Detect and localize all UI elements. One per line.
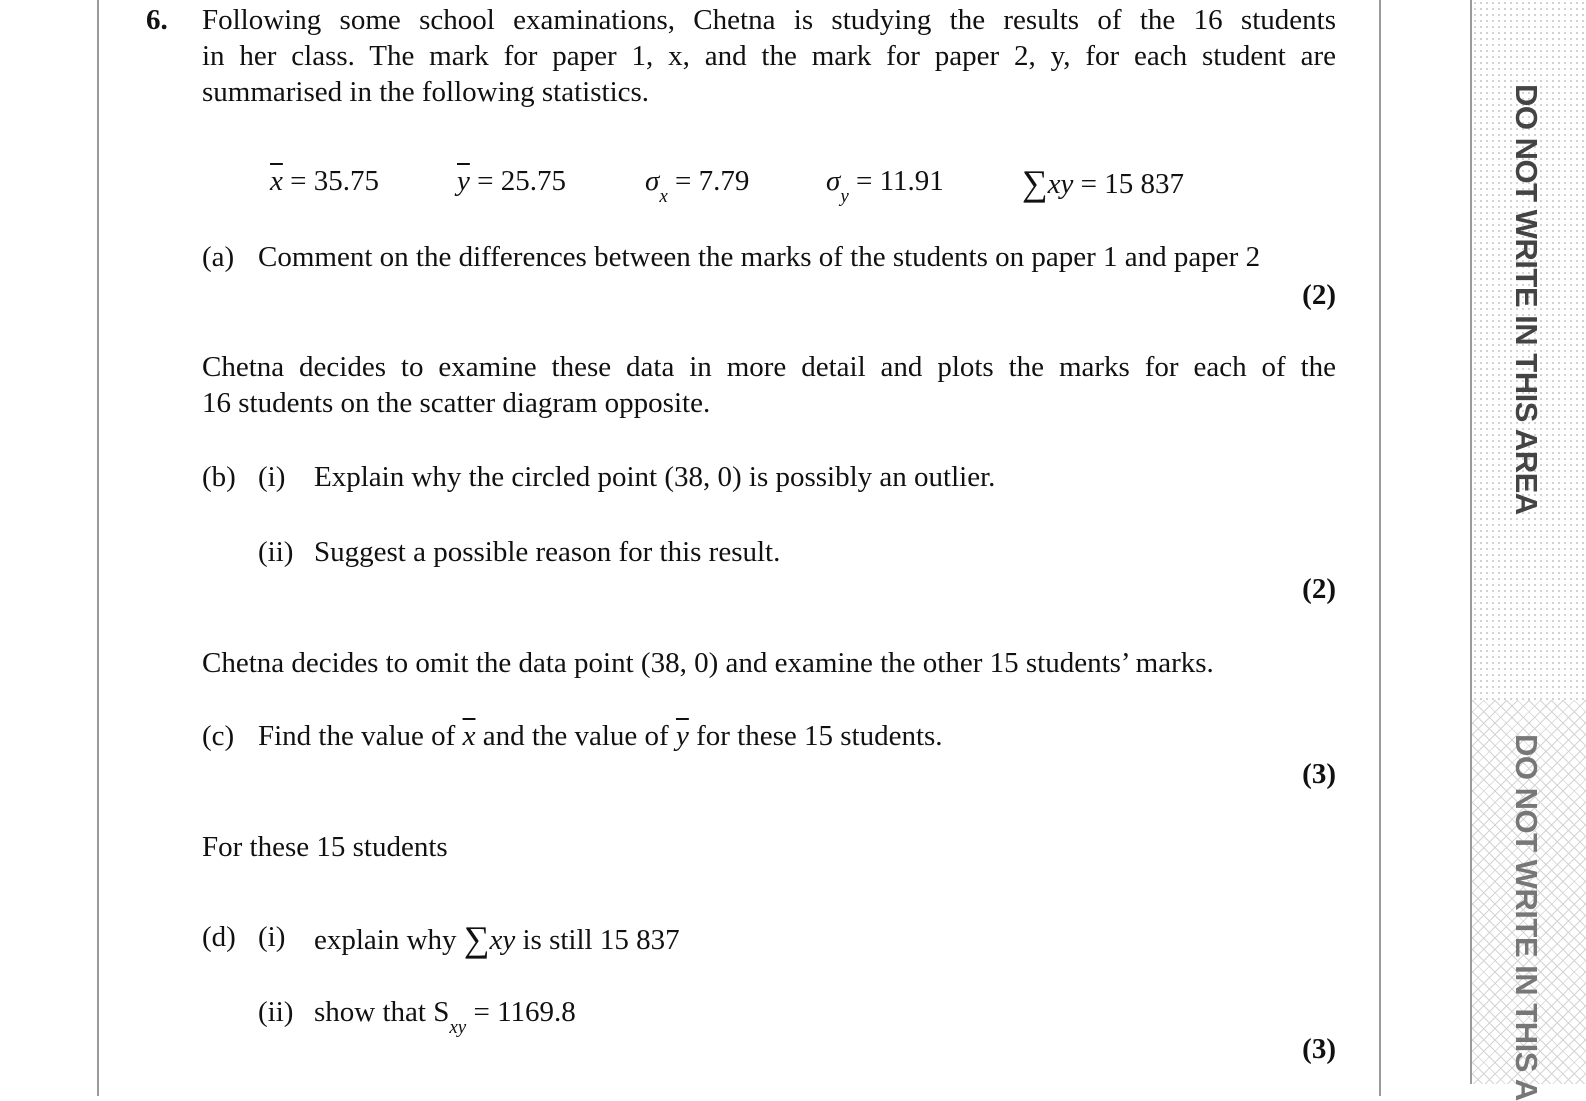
part-d-i-label: (i): [258, 921, 286, 953]
part-c-label: (c): [202, 720, 235, 752]
part-d-i-text: explain why ∑xy is still 15 837: [314, 919, 680, 959]
intro-line-1: Following some school examinations, Chetna is studying the results of the 16 students: [202, 4, 1336, 36]
stat-x-bar: $\overline{x} = 35.75$: [270, 165, 379, 197]
part-a-text: Comment on the differences between the marks of the students on paper 1 and paper 2: [258, 241, 1261, 273]
part-d-ii-label: (ii): [258, 996, 294, 1028]
part-c-text: Find the value of $\overline{x}$ and the value of $\overline{y}$ for these 15 students.: [258, 720, 943, 752]
question-intro: [202, 2, 1336, 110]
scatter-intro-line-1: Chetna decides to examine these data in more detail and plots the marks for each of the: [202, 351, 1336, 383]
margin-warning-bottom: DO NOT WRITE IN THIS A: [1509, 734, 1544, 1101]
part-b-label: (b): [202, 461, 236, 493]
stat-sigma-y: $\sigma_y = 11.91$: [826, 165, 944, 207]
part-d-label: (d): [202, 921, 236, 953]
part-d-ii-text: show that $S_{xy} = 1169.8$: [314, 996, 576, 1038]
margin-warning-top: DO NOT WRITE IN THIS AREA: [1509, 84, 1544, 515]
part-b-ii-text: Suggest a possible reason for this result.: [314, 536, 781, 568]
part-a-label: (a): [202, 241, 235, 273]
stat-sigma-x: $\sigma_x = 7.79$: [645, 165, 750, 207]
part-b-ii-label: (ii): [258, 536, 294, 568]
scatter-intro-line-2: 16 students on the scatter diagram opposite.: [202, 387, 711, 419]
scatter-intro: [202, 349, 1336, 421]
intro-line-2: in her class. The mark for paper 1, x, and the mark for paper 2, y, for each student are: [202, 40, 1336, 72]
question-number: 6.: [146, 4, 168, 36]
part-b-marks: (2): [1302, 573, 1336, 605]
for-these-students: For these 15 students: [202, 831, 448, 863]
part-c-marks: (3): [1302, 758, 1336, 790]
stat-y-bar: $\overline{y} = 25.75$: [457, 165, 566, 197]
stat-sum-xy: ∑xy = 15 837: [1022, 163, 1185, 203]
part-b-i-text: Explain why the circled point (38, 0) is possibly an outlier.: [314, 461, 996, 493]
omit-statement: Chetna decides to omit the data point (38, 0) and examine the other 15 students’ marks.: [202, 647, 1214, 679]
part-d-marks: (3): [1302, 1033, 1336, 1065]
intro-line-3: summarised in the following statistics.: [202, 76, 650, 108]
part-b-i-label: (i): [258, 461, 286, 493]
part-a-marks: (2): [1302, 279, 1336, 311]
